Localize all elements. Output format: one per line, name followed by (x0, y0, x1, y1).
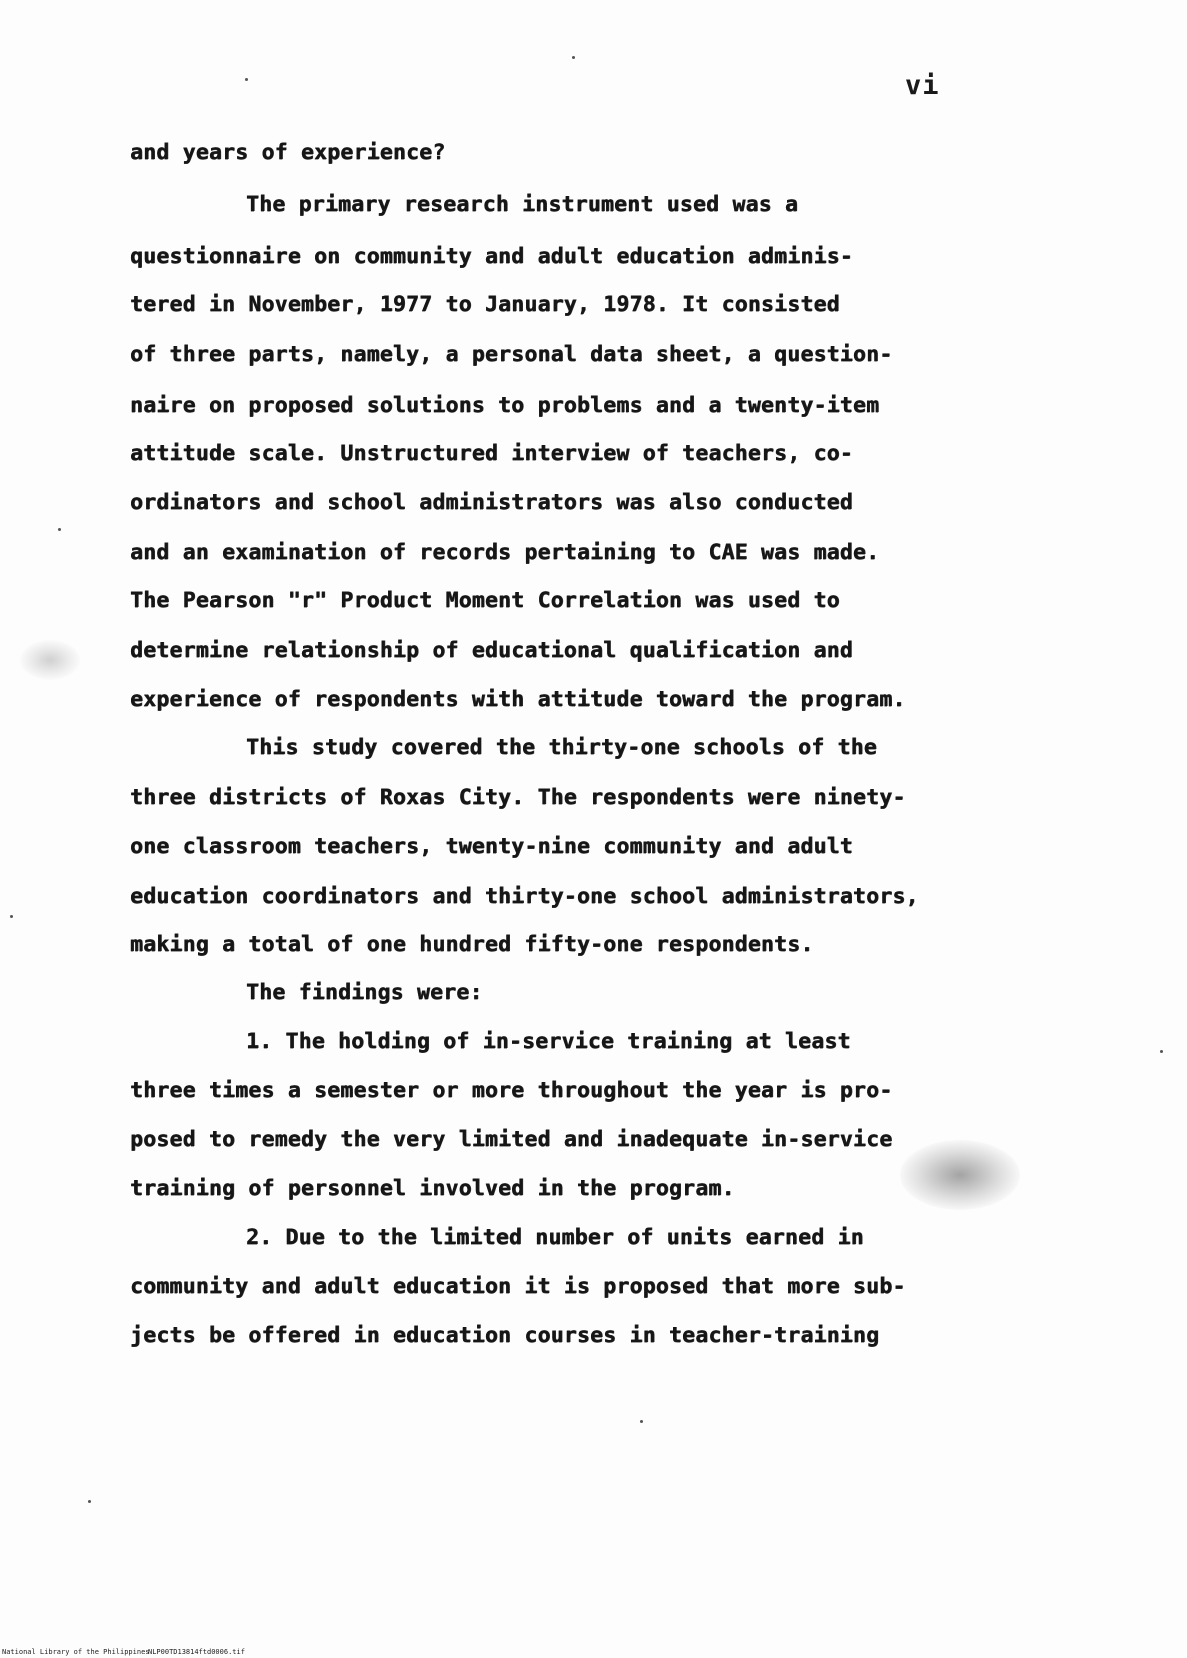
scan-speck (88, 1500, 91, 1503)
text-line: community and adult education it is proposed that more sub- (130, 1274, 906, 1299)
text-line: tered in November, 1977 to January, 1978. It consisted (130, 292, 840, 317)
text-line: and years of experience? (130, 140, 446, 165)
scan-speck (572, 56, 575, 59)
text-line: and an examination of records pertaining to CAE was made. (130, 540, 880, 565)
footer-file: NLP00TD13814ftd0006.tif (148, 1648, 245, 1656)
text-line: posed to remedy the very limited and inadequate in-service (130, 1127, 893, 1152)
scan-speck (58, 528, 61, 531)
text-line: 1. The holding of in-service training at least (246, 1029, 851, 1054)
text-line: determine relationship of educational qualification and (130, 638, 853, 663)
text-line: three districts of Roxas City. The respondents were ninety- (130, 785, 906, 810)
text-line: three times a semester or more throughout the year is pro- (130, 1078, 893, 1103)
text-line: education coordinators and thirty-one school administrators, (130, 884, 919, 909)
text-line: The Pearson "r" Product Moment Correlation was used to (130, 588, 840, 613)
footer-library: National Library of the Philippines (2, 1648, 150, 1656)
scan-speck (245, 78, 248, 81)
text-line: one classroom teachers, twenty-nine community and adult (130, 834, 853, 859)
scan-smudge (20, 640, 80, 680)
text-line: attitude scale. Unstructured interview of teachers, co- (130, 441, 853, 466)
text-line: This study covered the thirty-one schools of the (246, 735, 877, 760)
page-number: vi (905, 70, 940, 101)
text-line: jects be offered in education courses in teacher-training (130, 1323, 880, 1348)
scan-smudge (900, 1140, 1020, 1210)
text-line: making a total of one hundred fifty-one respondents. (130, 932, 814, 957)
text-line: naire on proposed solutions to problems and a twenty-item (130, 393, 880, 418)
scan-speck (1160, 1050, 1163, 1053)
text-line: ordinators and school administrators was also conducted (130, 490, 853, 515)
scan-speck (10, 915, 13, 918)
text-line: of three parts, namely, a personal data sheet, a question- (130, 342, 893, 367)
text-line: experience of respondents with attitude toward the program. (130, 687, 906, 712)
scan-speck (640, 1420, 643, 1423)
text-line: The findings were: (246, 980, 483, 1005)
text-line: training of personnel involved in the program. (130, 1176, 735, 1201)
text-line: questionnaire on community and adult education adminis- (130, 244, 853, 269)
text-line: The primary research instrument used was a (246, 192, 799, 217)
text-line: 2. Due to the limited number of units earned in (246, 1225, 864, 1250)
